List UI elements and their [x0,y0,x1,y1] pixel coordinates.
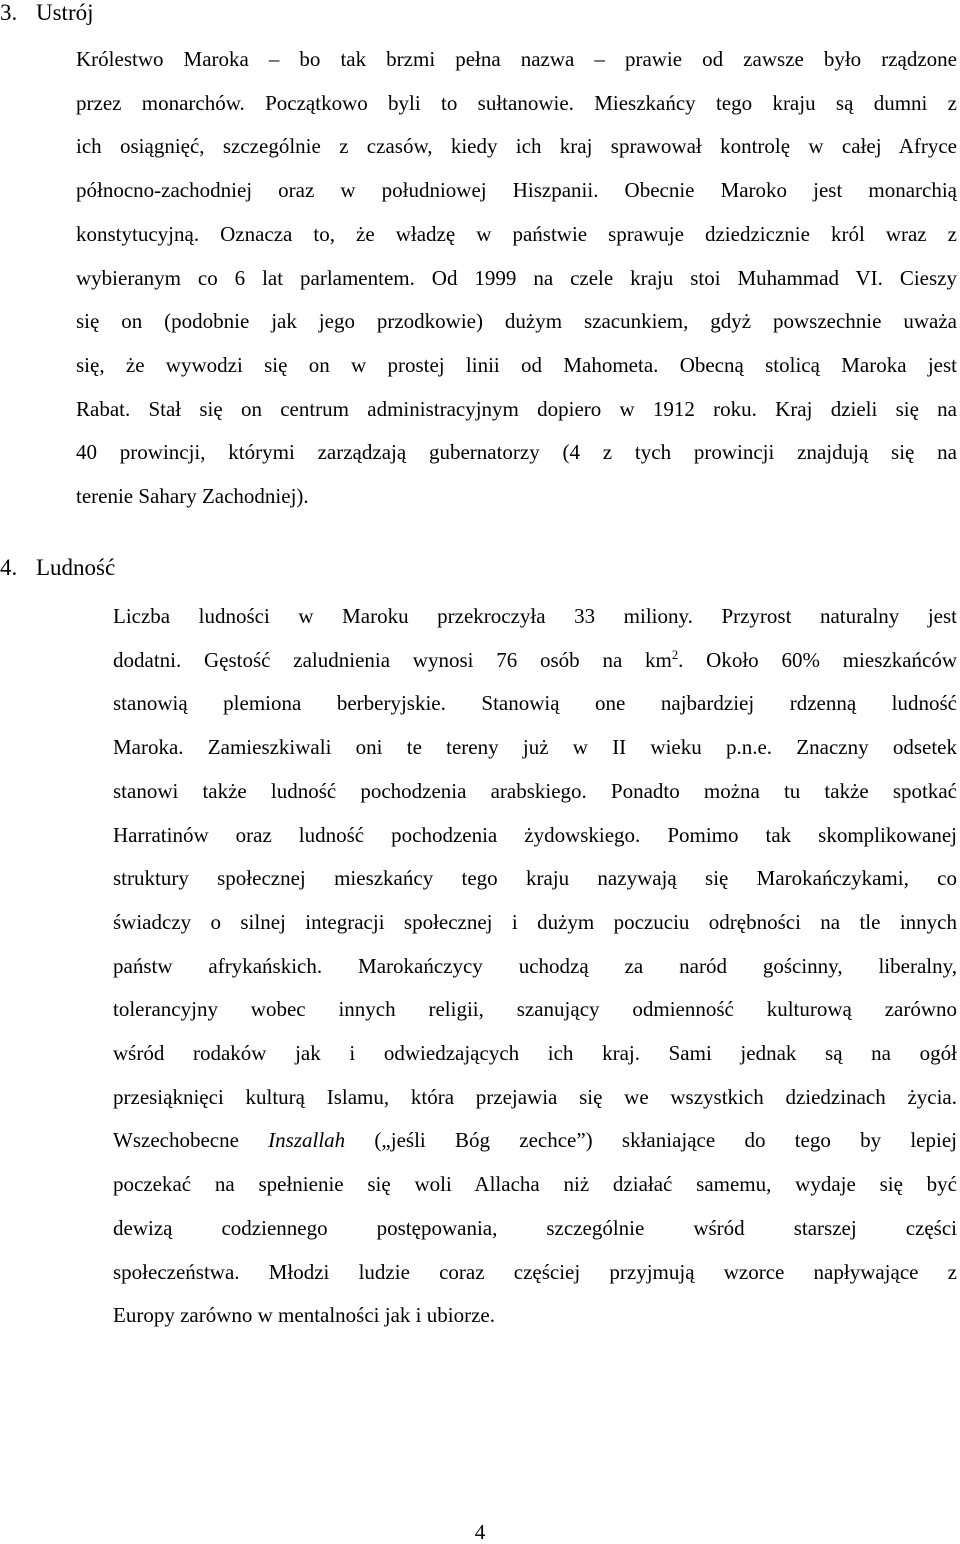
text-fragment: Wszechobecne [113,1128,239,1153]
text-line: wybieranym co 6 lat parlamentem. Od 1999 na czele kraju stoi Muhammad VI. Cieszy [76,265,957,290]
text-line-with-superscript [113,639,957,683]
text-line: stanowi także ludność pochodzenia arabskiego. Ponadto można tu także spotkać [113,778,957,803]
text-line: Maroka. Zamieszkiwali oni te tereny już w II wieku p.n.e. Znaczny odsetek [113,735,957,760]
text-line: wśród rodaków jak i odwiedzających ich kraj. Sami jednak są na ogół [113,1041,957,1066]
text-line: 40 prowincji, którymi zarządzają gubernatorzy (4 z tych prowincji znajdują się na [76,440,957,465]
text-line: dewizą codziennego postępowania, szczególnie wśród starszej części [113,1215,957,1240]
text-fragment: dodatni. Gęstość zaludnienia wynosi 76 osób na km [113,647,672,672]
paragraph-ludnosc [113,595,957,1338]
section-heading-ustroj [0,0,94,28]
italic-word: Inszallah [268,1128,346,1153]
text-line: północno-zachodniej oraz w południowej Hiszpanii. Obecnie Maroko jest monarchią [76,178,957,203]
text-line: przesiąknięci kulturą Islamu, która przejawia się we wszystkich dziedzinach życia. [113,1084,957,1109]
text-line: tolerancyjny wobec innych religii, szanujący odmienność kulturową zarówno [113,997,957,1022]
text-line: Królestwo Maroka – bo tak brzmi pełna nazwa – prawie od zawsze było rządzone [76,47,957,71]
text-line: poczekać na spełnienie się woli Allacha niż działać samemu, wydaje się być [113,1172,957,1197]
text-line: się, że wywodzi się on w prostej linii od Mahometa. Obecną stolicą Maroka jest [76,352,957,377]
text-fragment: . Około 60% mieszkańców [678,647,957,672]
page-number: 4 [474,1520,486,1544]
text-line: Harratinów oraz ludność pochodzenia żydowskiego. Pomimo tak skomplikowanej [113,822,957,847]
section-number: 4. [0,555,18,580]
section-number: 3. [0,0,18,25]
text-line: Rabat. Stał się on centrum administracyjnym dopiero w 1912 roku. Kraj dzieli się na [76,396,957,421]
text-line: przez monarchów. Początkowo byli to sułtanowie. Mieszkańcy tego kraju są dumni z [76,90,957,115]
paragraph-ustroj [76,38,957,519]
text-line: konstytucyjną. Oznacza to, że władzę w państwie sprawuje dziedzicznie król wraz z [76,221,957,246]
text-line: stanowią plemiona berberyjskie. Stanowią one najbardziej rdzenną ludność [113,691,957,716]
section-heading-ludnosc [0,553,115,583]
section-title: Ludność [36,555,116,580]
section-title: Ustrój [36,0,94,25]
text-line-with-italic [113,1119,957,1163]
text-line: świadczy o silnej integracji społecznej i dużym poczuciu odrębności na tle innych [113,909,957,934]
text-line: się on (podobnie jak jego przodkowie) dużym szacunkiem, gdyż powszechnie uważa [76,309,957,334]
text-line: społeczeństwa. Młodzi ludzie coraz częściej przyjmują wzorce napływające z [113,1259,957,1284]
text-line: Liczba ludności w Maroku przekroczyła 33 miliony. Przyrost naturalny jest [113,604,957,628]
text-line: państw afrykańskich. Marokańczycy uchodzą za naród gościnny, liberalny, [113,953,957,978]
text-line: terenie Sahary Zachodniej). [76,484,309,509]
text-line: Europy zarówno w mentalności jak i ubiorze. [113,1303,495,1328]
text-line: ich osiągnięć, szczególnie z czasów, kiedy ich kraj sprawował kontrolę w całej Afryce [76,134,957,159]
text-line: struktury społecznej mieszkańcy tego kraju nazywają się Marokańczykami, co [113,866,957,891]
text-fragment: („jeśli Bóg zechce”) skłaniające do tego by lepiej [345,1128,957,1153]
superscript: 2 [671,647,679,662]
